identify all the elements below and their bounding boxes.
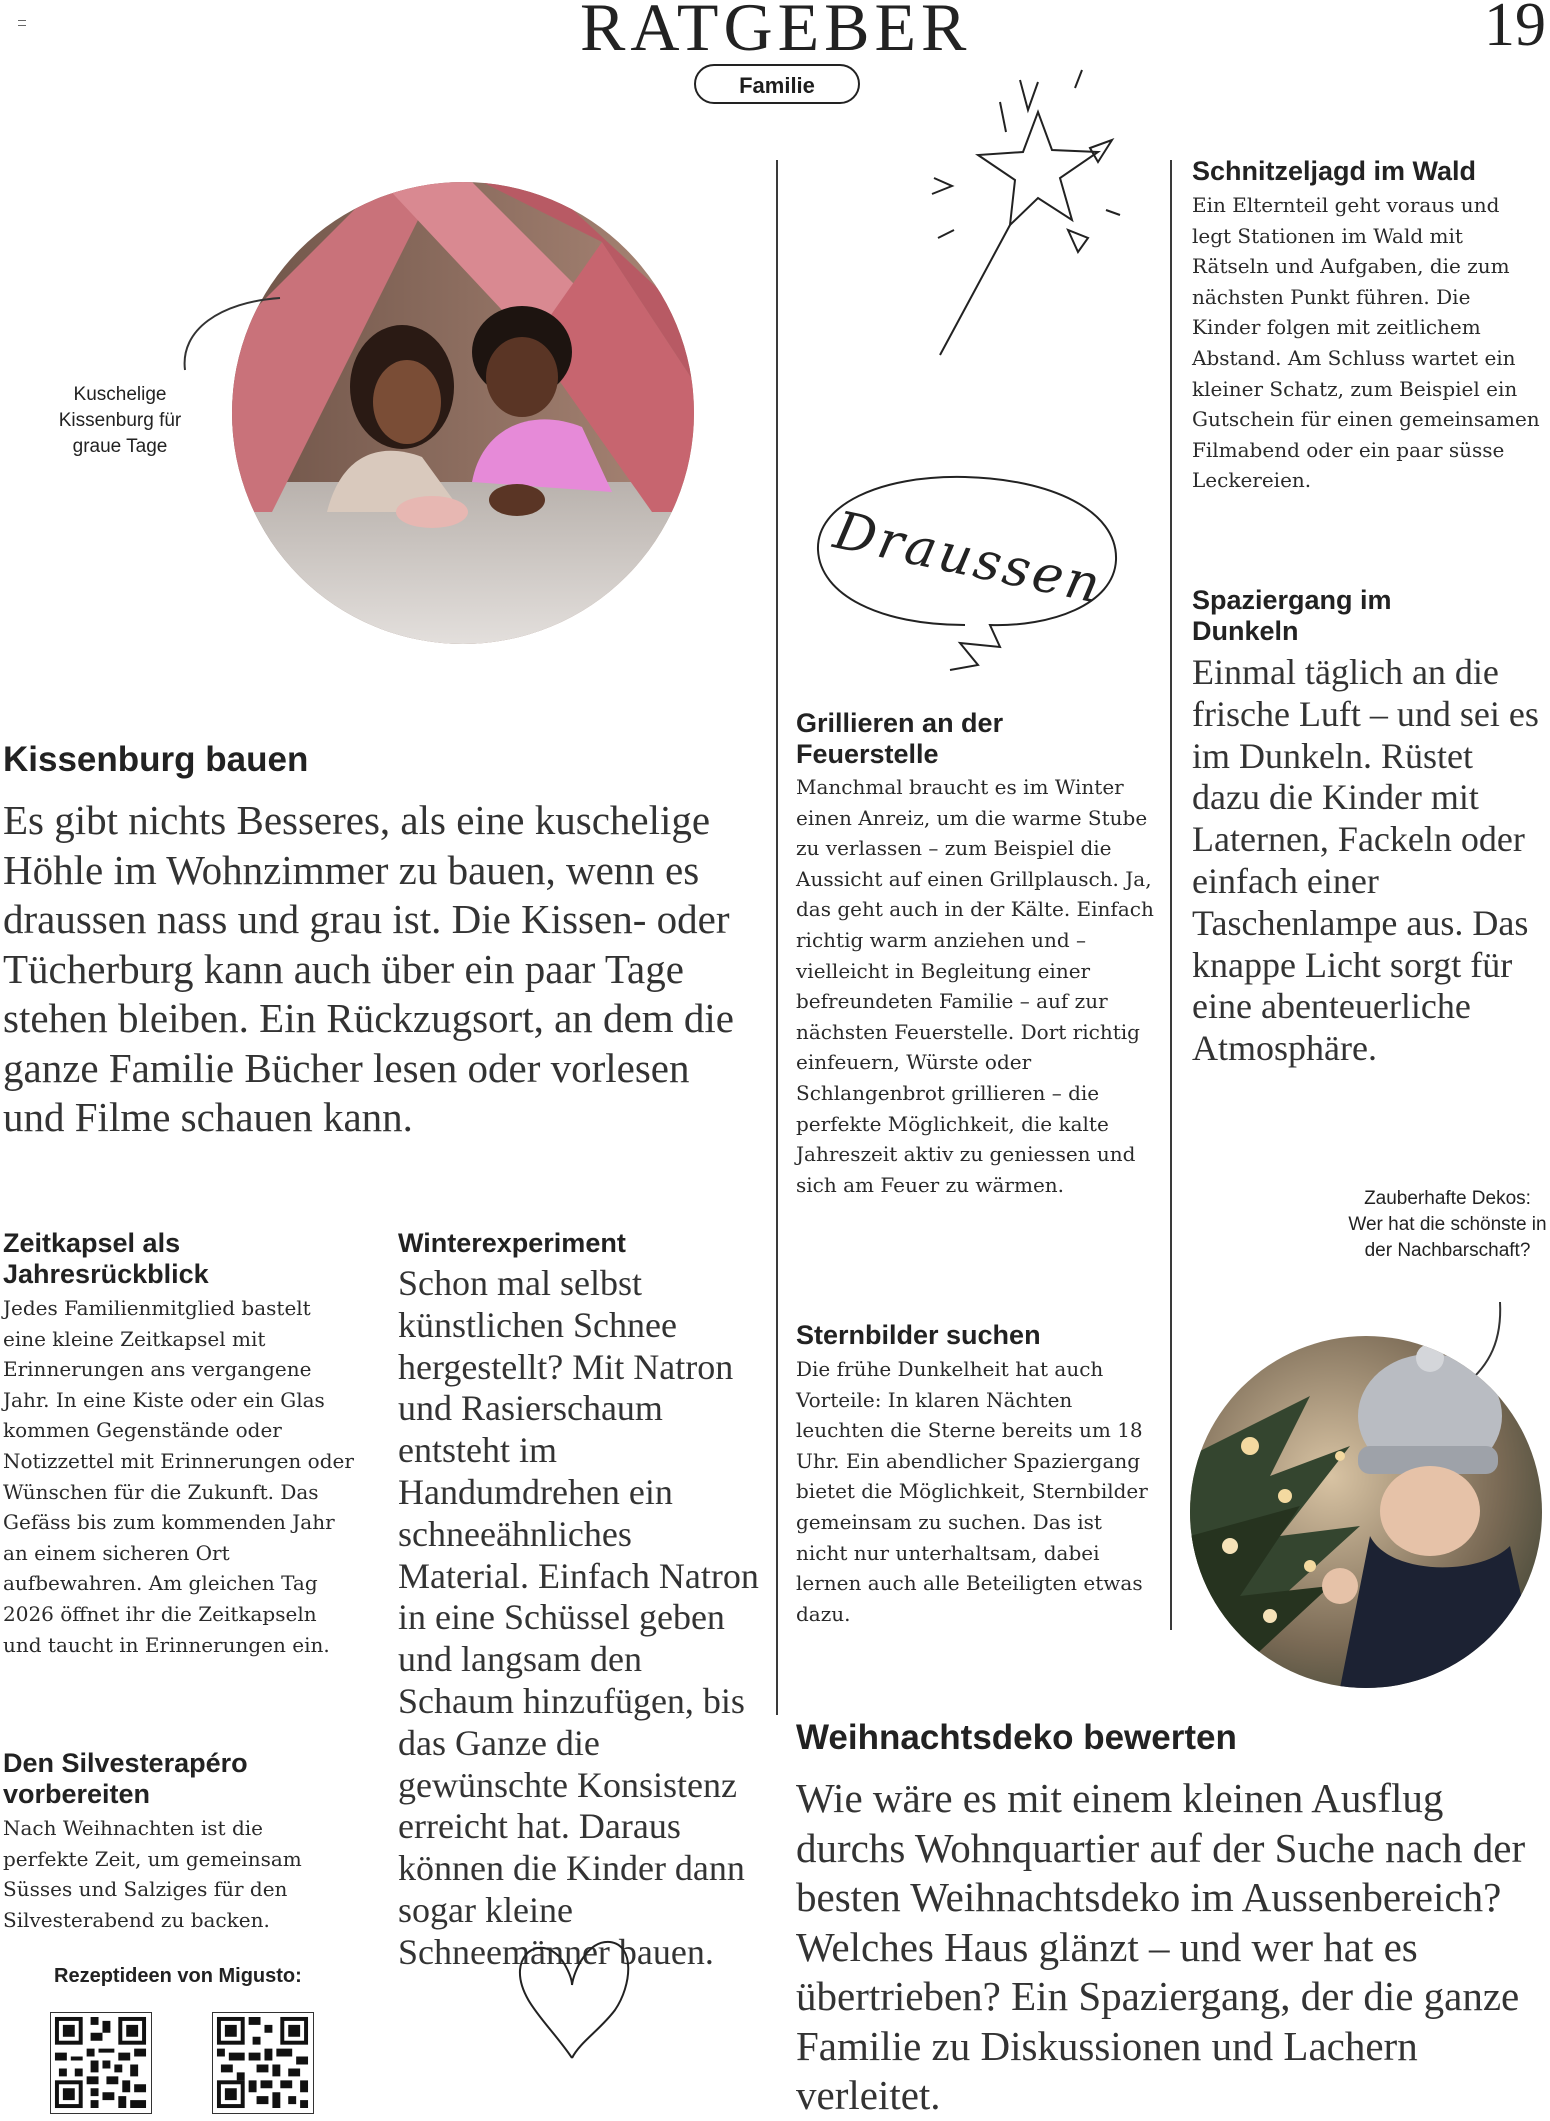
caption-pointer-line xyxy=(150,290,290,380)
qr-code-1[interactable] xyxy=(50,2012,152,2114)
star-wand-doodle-icon xyxy=(920,60,1150,380)
column-rule-right xyxy=(1170,160,1172,1630)
qr-code-1-graphic xyxy=(51,2013,150,2112)
spaziergang-title: Spaziergang im Dunkeln xyxy=(1192,585,1392,646)
grillieren-title: Grillieren an der Feuerstelle xyxy=(796,708,1004,769)
recipes-label: Rezeptideen von Migusto: xyxy=(54,1965,302,1987)
category-badge: Familie xyxy=(694,64,860,104)
kissenburg-illustration xyxy=(232,182,694,644)
zeitkapsel-text: Jedes Familienmitglied bastelt eine kleine Zeitkapsel mit Erinnerungen ans vergangene Jahr. In eine Kiste oder ein Glas kommen Gegenstände oder Notizzettel mit Erinnerungen oder Wünschen für die Zukunft. Das Gefäss bis zum kommenden Jahr an einem sicheren Ort aufbewahren. Am gleichen Tag 2026 öffnet ihr die Zeitkapseln und taucht in Erinnerungen ein. xyxy=(3,1296,354,1657)
silvester-title: Den Silvesterapéro vorbereiten xyxy=(3,1748,248,1809)
silvester-text: Nach Weihnachten ist die perfekte Zeit, um gemeinsam Süsses und Salziges für den Silvesterabend zu backen. xyxy=(3,1816,302,1932)
sternbilder-text: Die frühe Dunkelheit hat auch Vorteile: In klaren Nächten leuchten die Sterne bereits um 18 Uhr. Ein abendlicher Spaziergang bietet die Möglichkeit, Sternbilder gemeinsam zu suchen. Das ist nicht nur unterhaltsam, dabei lernen auch alle Beteiligten etwas dazu. xyxy=(796,1357,1148,1626)
winterexperiment-title: Winterexperiment xyxy=(398,1228,626,1258)
kissenburg-caption: Kuschelige Kissenburg für graue Tage xyxy=(58,384,182,457)
zeitkapsel-title: Zeitkapsel als Jahresrückblick xyxy=(3,1228,209,1289)
qr-code-2-graphic xyxy=(213,2013,312,2112)
kissenburg-title: Kissenburg bauen xyxy=(3,740,309,779)
grillieren-text: Manchmal braucht es im Winter einen Anreiz, um die warme Stube zu verlassen – zum Beispiel die Aussicht auf einen Grillplausch. Ja, das geht auch in der Kälte. Einfach richtig warm anziehen und – vielleicht in Begleitung einer befreundeten Familie – auf zur nächsten Feuerstelle. Dort richtig einfeuern, Würste oder Schlangenbrot grillieren – die perfekte Möglichkeit, die kalte Jahreszeit aktiv zu geniessen und sich am Feuer zu wärmen. xyxy=(796,775,1154,1197)
weihnachtsdeko-title: Weihnachtsdeko bewerten xyxy=(796,1718,1237,1757)
column-rule-left xyxy=(776,160,778,1715)
weihnachtsdeko-text: Wie wäre es mit einem kleinen Ausflug durchs Wohnquartier auf der Suche nach der besten Weihnachtsdeko im Aussenbereich? Welches Haus glänzt – und wer hat es übertrieben? Ein Spaziergang, der die ganze Familie zu Diskussionen und Lachern verleitet. xyxy=(796,1775,1526,2118)
schnitzeljagd-title: Schnitzeljagd im Wald xyxy=(1192,156,1477,186)
heart-doodle-icon xyxy=(510,1930,640,2070)
spaziergang-text: Einmal täglich an die frische Luft – und sei es im Dunkeln. Rüstet dazu die Kinder mit Laternen, Fackeln oder einfach einer Taschenlampe aus. Das knappe Licht sorgt für eine abenteuerliche Atmosphäre. xyxy=(1192,652,1539,1069)
page-number: 19 xyxy=(1484,0,1546,59)
kissenburg-text: Es gibt nichts Besseres, als eine kuschelige Höhle im Wohnzimmer zu bauen, wenn es draussen nass und grau ist. Die Kissen- oder Tücherburg kann auch über ein paar Tage stehen bleiben. Ein Rückzugsort, an dem die ganze Familie Bücher lesen oder vorlesen und Filme schauen kann. xyxy=(3,797,734,1140)
schnitzeljagd-text: Ein Elternteil geht voraus und legt Stationen im Wald mit Rätseln und Aufgaben, die zum nächsten Punkt führen. Die Kinder folgen mit zeitlichem Abstand. Am Schluss wartet ein kleiner Schatz, zum Beispiel ein Gutschein für einen gemeinsamen Filmabend oder ein paar süsse Leckereien. xyxy=(1192,193,1540,493)
qr-code-2[interactable] xyxy=(212,2012,314,2114)
deko-illustration xyxy=(1190,1336,1542,1688)
page-marker xyxy=(18,20,26,26)
section-title: RATGEBER xyxy=(580,0,972,65)
sternbilder-title: Sternbilder suchen xyxy=(796,1320,1041,1350)
draussen-label: Draussen xyxy=(828,500,1108,617)
winterexperiment-text: Schon mal selbst künstlichen Schnee hergestellt? Mit Natron und Rasierschaum entsteht im Handumdrehen ein schneeähnliches Material. Einfach Natron in eine Schüssel geben und langsam den Schaum hinzufügen, bis das Ganze die gewünschte Konsistenz erreicht hat. Daraus können die Kinder dann sogar kleine Schneemänner bauen. xyxy=(398,1263,759,1972)
deko-photo xyxy=(1190,1336,1542,1688)
deko-caption: Zauberhafte Dekos: Wer hat die schönste in der Nachbarschaft? xyxy=(1348,1188,1547,1261)
kissenburg-photo xyxy=(232,182,694,644)
